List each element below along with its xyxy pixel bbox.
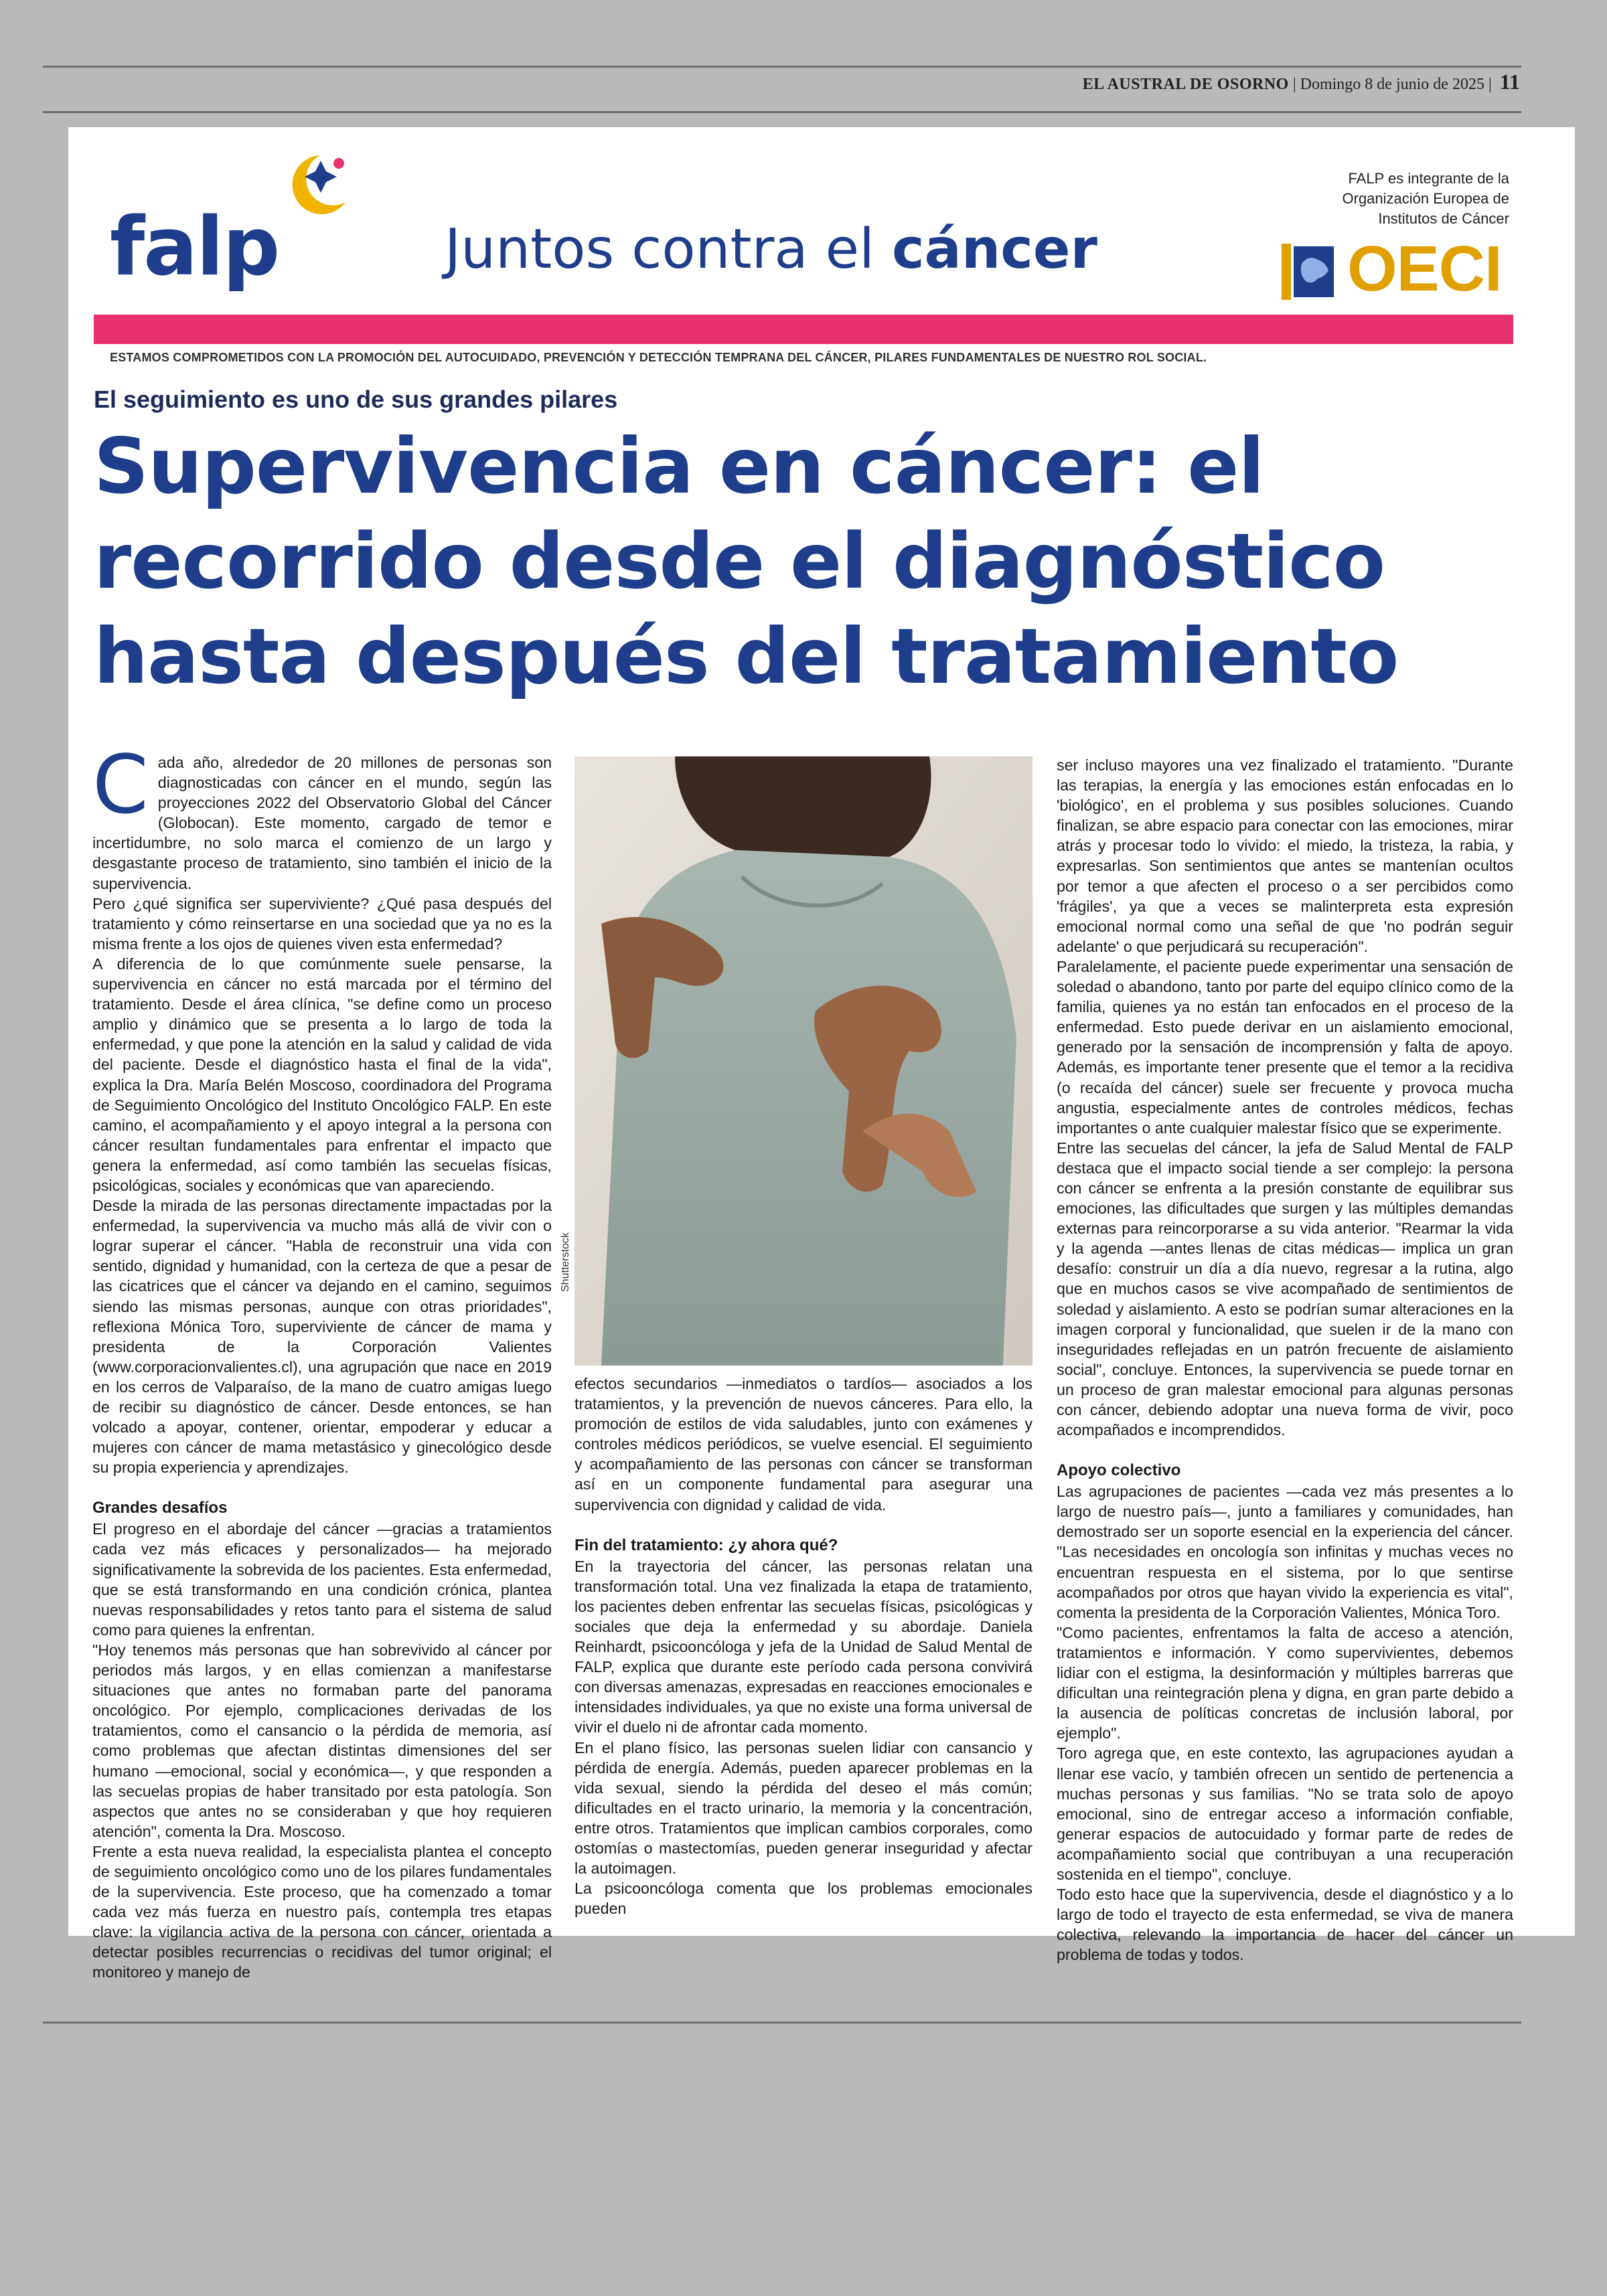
article-paragraph: Desde la mirada de las personas directamente impactadas por la enfermedad, la supervivencia va mucho más allá de vivir con o lograr superar el cáncer. "Habla de reconstruir una vida con sentido, dignidad y humanidad, con la certeza de que a pesar de las cicatrices que el cáncer va dejando en el camino, seguimos siendo las mismas personas, aunque con otras prioridades", reflexiona Mónica Toro, superviviente de cáncer de mama y presidenta de la Corporación Valientes (www.corporacionvalientes.cl), una agrupación que nace en 2019 en los cerros de Valparaíso, de la mano de cuatro amigas luego de recibir su diagnóstico de cáncer. Desde entonces, se han volcado a apoyar, contener, orientar, empoderar y educar a mujeres con cáncer de mama metastásico y ginecológico desde su propia experiencia y aprendizajes.	[92, 1197, 552, 1477]
oeci-membership-note: FALP es integrante de la Organización Europea de Institutos de Cáncer	[1342, 170, 1509, 227]
drop-cap: C	[92, 739, 149, 832]
masthead	[1083, 70, 1520, 94]
article-paragraph: "Como pacientes, enfrentamos la falta de acceso a atención, tratamientos e información. Y como supervivientes, debemos lidiar con el estigma, la desinformación y múltiples barreras que dificultan una reintegración plena y digna, en gran parte debido a la ausencia de políticas concretas de inclusión laboral, por ejemplo".	[1057, 1623, 1513, 1742]
photo-credit: Shutterstock	[560, 1232, 571, 1292]
falp-tagline	[445, 218, 1097, 281]
article-paragraph: Todo esto hace que la supervivencia, desde el diagnóstico y a lo largo de todo el trayecto de esta enfermedad, se viva de manera colectiva, relevando la importancia de hacer del cáncer un problema de todas y todos.	[1057, 1886, 1513, 1964]
article-paragraph: La psicooncóloga comenta que los problemas emocionales pueden	[575, 1880, 1032, 1918]
europe-map-icon	[1282, 244, 1334, 300]
section-heading: Apoyo colectivo	[1057, 1461, 1181, 1480]
article-photo-embrace	[575, 756, 1032, 1366]
article-paragraph: El progreso en el abordaje del cáncer —gracias a tratamientos cada vez más eficaces y personalizados— ha mejorado significativamente la sobrevida de los pacientes. Esta enfermedad, que se está transformando en una condición crónica, plantea nuevas responsabilidades y retos tanto para el sistema de salud como para quienes la enfrentan.	[92, 1520, 552, 1639]
falp-wordmark	[110, 201, 279, 294]
article-paragraph: efectos secundarios —inmediatos o tardíos— asociados a los tratamientos, y la prevención de nuevos cánceres. Para ello, la promoción de estilos de vida saludables, junto con exámenes y controles médicos periódicos, se vuelve esencial. El seguimiento y acompañamiento de las personas con cáncer se transforman así en un componente fundamental para asegurar una supervivencia con dignidad y calidad de vida.	[575, 1375, 1032, 1513]
mission-statement: ESTAMOS COMPROMETIDOS CON LA PROMOCIÓN DEL AUTOCUIDADO, PREVENCIÓN Y DETECCIÓN TEMPRANA DEL CÁNCER, PILARES FUNDAMENTALES DE NUESTRO ROL SOCIAL.	[110, 351, 1207, 364]
top-rule	[43, 66, 1521, 68]
falp-logo	[110, 143, 425, 294]
article-column-2	[575, 1374, 1032, 1918]
oeci-wordmark: OECI	[1347, 233, 1502, 305]
tagline-prefix: Juntos contra el	[445, 218, 874, 281]
header-rule	[43, 111, 1521, 113]
page-number: 11	[1499, 70, 1520, 94]
article-paragraph: Frente a esta nueva realidad, la especialista plantea el concepto de seguimiento oncológico como uno de los pilares fundamentales de la supervivencia. Este proceso, que ha comenzado a tomar cada vez más fuerza en nuestro país, contempla tres etapas clave: la vigilancia activa de la persona con cáncer, orientada a detectar posibles recurrencias o recidivas del tumor original; el monitoreo y manejo de	[92, 1842, 552, 1981]
embrace-illustration	[575, 756, 1032, 1366]
section-heading: Grandes desafíos	[92, 1499, 228, 1518]
bottom-rule	[43, 2022, 1521, 2024]
oeci-logo	[1282, 234, 1509, 308]
newspaper-name: EL AUSTRAL DE OSORNO	[1082, 76, 1289, 93]
article-paragraph: Toro agrega que, en este contexto, las agrupaciones ayudan a llenar ese vacío, y también ofrecen un sentido de pertenencia a muchas personas y sus familias. "No se trata solo de apoyo emocional, sino de entregar acceso a información confiable, generar espacios de autocuidado y formar parte de redes de acompañamiento social que contribuyan a una recuperación sostenida en el tiempo", concluye.	[1057, 1744, 1513, 1883]
falp-wordmark-text: falp	[110, 201, 279, 294]
article-paragraph: Paralelamente, el paciente puede experimentar una sensación de soledad o abandono, tanto por parte del equipo clínico como de la familia, quienes ya no están tan enfocados en el proceso de la enfermedad. Esto puede derivar en un aislamiento emocional, generado por la sensación de incomprensión y falta de apoyo. Además, es importante tener presente que el temor a la recidiva (o recaída del cáncer) suele ser frecuente y provoca mucha angustia, especialmente antes de controles médicos, fechas importantes o ante cualquier malestar físico que se experimente.	[1057, 957, 1513, 1137]
article-paragraph: ser incluso mayores una vez finalizado el tratamiento. "Durante las terapias, la energía y las emociones están enfocadas en lo 'biológico', en el problema y sus posibles soluciones. Cuando finalizan, se abre espacio para conectar con las emociones, mirar atrás y procesar todo lo vivido: el miedo, la tristeza, la rabia, y expresarlas. Son sentimientos que antes se mantenían ocultos por temor a que afecten el proceso o a ser percibidos como 'frágiles', ya que a veces se malinterpreta esta expresión emocional normal como una señal de que 'no podrán seguir adelante' o que perjudicará su recuperación".	[1057, 756, 1513, 955]
tagline-emphasis: cáncer	[891, 218, 1097, 281]
article-paragraph: Pero ¿qué significa ser superviviente? ¿Qué pasa después del tratamiento y cómo reinsertarse en una sociedad que ya no es la misma frente a los ojos de quienes viven esta enfermedad?	[92, 894, 552, 953]
issue-date: Domingo 8 de junio de 2025	[1300, 76, 1484, 93]
article-column-1	[92, 739, 552, 1983]
article-paragraph: En el plano físico, las personas suelen lidiar con cansancio y pérdida de energía. Además, pueden aparecer problemas en la vida sexual, siendo la pérdida del deseo el más común; dificultades en el tracto urinario, la memoria y la concentración, entre otros. Tratamientos que implican cambios corporales, como ostomías o mastectomías, pueden generar inseguridad y afectar la autoimagen.	[575, 1738, 1032, 1878]
article-paragraph: ada año, alrededor de 20 millones de personas son diagnosticadas con cáncer en el mundo, según las proyecciones 2022 del Observatorio Global del Cáncer (Globocan). Este momento, cargado de temor e incertidumbre, no solo marca el comienzo de un largo y desgastante proceso de tratamiento, sino también el inicio de la supervivencia.	[92, 754, 552, 892]
article-paragraph: Entre las secuelas del cáncer, la jefa de Salud Mental de FALP destaca que el impacto social tiende a ser complejo: la persona con cáncer se enfrenta a la presión constante de equilibrar sus emociones, las dificultades que surgen y las múltiples demandas externas para reincorporarse a su vida anterior. "Rearmar la vida y la agenda —antes llenas de citas médicas— implica un gran desafío: construir un día a día nuevo, regresar a la rutina, algo que en muchos casos se vive acompañado de sentimientos de soledad y aislamiento. A esto se podrían sumar alteraciones en la imagen corporal y funcionalidad, que suelen ir de la mano con inseguridades reflejadas en un patrón frecuente de aislamiento social", concluye. Entonces, la supervivencia se puede tornar en un proceso de gran malestar emocional para algunas personas con cáncer, debiendo adoptar una nueva forma de vivir, poco acompañados e incomprendidos.	[1057, 1139, 1513, 1439]
article-paragraph: Las agrupaciones de pacientes —cada vez más presentes a lo largo de nuestro país—, junto a familiares y comunidades, han demostrado ser un soporte esencial en la experiencia del cáncer. "Las necesidades en oncología son infinitas y muchas veces no encuentran respuesta en el sistema, por lo que sentirse acompañados por otros que hayan vivido la experiencia es vital", comenta la presidenta de la Corporación Valientes, Mónica Toro.	[1057, 1483, 1513, 1621]
article-paragraph: En la trayectoria del cáncer, las personas relatan una transformación total. Una vez finalizada la etapa de tratamiento, los pacientes deben enfrentar las secuelas físicas, psicológicas y sociales que deja la enfermedad y su abordaje. Daniela Reinhardt, psicooncóloga y jefa de la Unidad de Salud Mental de FALP, explica que durante este período cada persona convivirá con diversas amenazas, expresadas en reacciones emocionales e intensidades individuales, ya que no existe una forma universal de vivir el duelo ni de afrontar cada momento.	[575, 1557, 1032, 1736]
article-kicker: El seguimiento es uno de sus grandes pilares	[94, 386, 618, 413]
masthead-separator: |	[1488, 76, 1492, 93]
falp-brand-banner	[110, 143, 1248, 294]
article-headline: Supervivencia en cáncer: el recorrido desde el diagnóstico hasta después del tratamiento	[94, 422, 1399, 701]
masthead-separator: |	[1292, 76, 1300, 93]
newspaper-page	[68, 127, 1575, 1981]
article-paragraph: "Hoy tenemos más personas que han sobrevivido al cáncer por periodos más largos, y en ellas comienzan a manifestarse situaciones que antes no formaban parte del panorama oncológico. Por ejemplo, complicaciones derivadas de los tratamientos, como el cansancio o la pérdida de memoria, así como problemas que afectan distintas dimensiones del ser humano —emocional, social y económica—, y que responden a las secuelas propias de haber transitado por esta patología. Son aspectos que antes no se consideraban y que hoy requieren atención", comenta la Dra. Moscoso.	[92, 1641, 552, 1840]
falp-star-icon	[279, 149, 352, 222]
section-heading: Fin del tratamiento: ¿y ahora qué?	[575, 1536, 838, 1554]
article-paragraph: A diferencia de lo que comúnmente suele pensarse, la supervivencia en cáncer no está marcada por el término del tratamiento. Desde el área clínica, "se define como un proceso amplio y dinámico que se presenta a lo largo de toda la enfermedad, y que pone la atención en la salud y calidad de vida del paciente. Desde el diagnóstico hasta el final de la vida", explica la Dra. María Belén Moscoso, coordinadora del Programa de Seguimiento Oncológico del Instituto Oncológico FALP. En este camino, el acompañamiento y el apoyo integral a la persona con cáncer resultan fundamentales para enfrentar el impacto que genera la enfermedad, así como también las secuelas físicas, psicológicas, sociales y económicas que van apareciendo.	[92, 955, 552, 1194]
brand-color-bar	[94, 315, 1513, 344]
article-column-3	[1057, 755, 1513, 1965]
